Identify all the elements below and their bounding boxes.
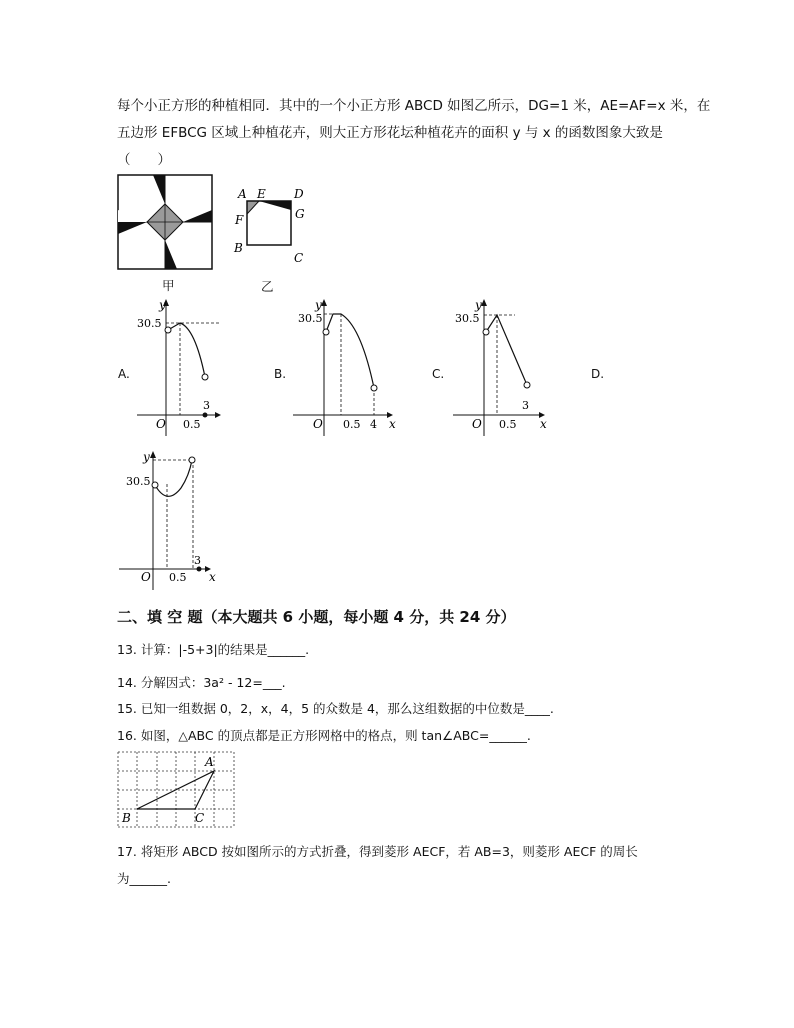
graph-d-ytick: 30.5 <box>126 475 151 488</box>
graph-c-xtick-2: 3 <box>522 399 529 412</box>
answer-paren: （ ） <box>117 152 171 168</box>
graph-b-y-label: y <box>315 298 322 312</box>
graph-a-y-label: y <box>159 298 166 312</box>
graph-a-xtick-2: 3 <box>203 399 210 412</box>
problem12-line1: 每个小正方形的种植相同．其中的一个小正方形 ABCD 如图乙所示，DG=1 米，AE=AF=x 米，在 <box>117 98 711 114</box>
graph-a-ytick: 30.5 <box>137 317 162 330</box>
figure-jia <box>117 174 213 270</box>
question-14: 14. 分解因式：3a² - 12=___. <box>117 675 286 690</box>
graph-b-xtick-2: 4 <box>370 418 377 431</box>
fig-yi-label-e: E <box>257 187 266 201</box>
graph-b-origin: O <box>313 417 323 431</box>
graph-c-xtick-1: 0.5 <box>499 418 517 431</box>
graph-d-xtick-2: 3 <box>194 554 201 567</box>
question-15: 15. 已知一组数据 0，2，x，4，5 的众数是 4，那么这组数据的中位数是____. <box>117 701 554 716</box>
graph-d-x-label: x <box>209 570 216 584</box>
graph-a-origin: O <box>156 417 166 431</box>
graph-option-c <box>451 296 551 444</box>
figure-yi <box>228 184 308 264</box>
section2-heading: 二、填 空 题（本大题共 6 小题，每小题 4 分，共 24 分） <box>117 608 516 626</box>
figure-jia-caption: 甲 <box>162 278 175 293</box>
option-b-label[interactable]: B. <box>274 367 287 381</box>
graph-option-a <box>135 296 225 444</box>
graph-option-b <box>291 296 399 444</box>
graph-c-y-label: y <box>475 298 482 312</box>
problem12-line2: 五边形 EFBCG 区域上种植花卉，则大正方形花坛种植花卉的面积 y 与 x 的函数图象大致是 <box>117 125 663 141</box>
graph-b-x-label: x <box>389 417 396 431</box>
graph-d-y-label: y <box>143 450 150 464</box>
fig-yi-label-a: A <box>238 187 247 201</box>
figure-yi-caption: 乙 <box>261 279 274 294</box>
option-d-label[interactable]: D. <box>591 367 605 381</box>
fig-yi-label-c: C <box>294 251 304 264</box>
graph-c-ytick: 30.5 <box>455 312 480 325</box>
question-17-line1: 17. 将矩形 ABCD 按如图所示的方式折叠，得到菱形 AECF，若 AB=3，则菱形 AECF 的周长 <box>117 844 638 859</box>
fig-yi-label-b: B <box>234 241 243 255</box>
question-13: 13. 计算：|-5+3|的结果是______. <box>117 642 310 657</box>
fig16-label-c: C <box>195 811 205 825</box>
option-c-label[interactable]: C. <box>432 367 445 381</box>
graph-d-xtick-1: 0.5 <box>169 571 187 584</box>
fig16-label-b: B <box>122 811 131 825</box>
graph-d-origin: O <box>141 570 151 584</box>
option-a-label[interactable]: A. <box>118 367 130 381</box>
graph-a-xtick-1: 0.5 <box>183 418 201 431</box>
graph-c-origin: O <box>472 417 482 431</box>
fig-yi-label-d: D <box>294 187 304 201</box>
fig-yi-label-f: F <box>235 213 244 227</box>
graph-option-d <box>117 448 221 596</box>
fig16-label-a: A <box>205 755 214 769</box>
figure-q16-grid <box>117 750 237 830</box>
question-16: 16. 如图，△ABC 的顶点都是正方形网格中的格点，则 tan∠ABC=______. <box>117 728 531 743</box>
graph-b-xtick-1: 0.5 <box>343 418 361 431</box>
graph-c-x-label: x <box>540 417 547 431</box>
question-17-line2: 为______. <box>117 871 171 886</box>
fig-yi-label-g: G <box>295 207 305 221</box>
graph-b-ytick: 30.5 <box>298 312 323 325</box>
